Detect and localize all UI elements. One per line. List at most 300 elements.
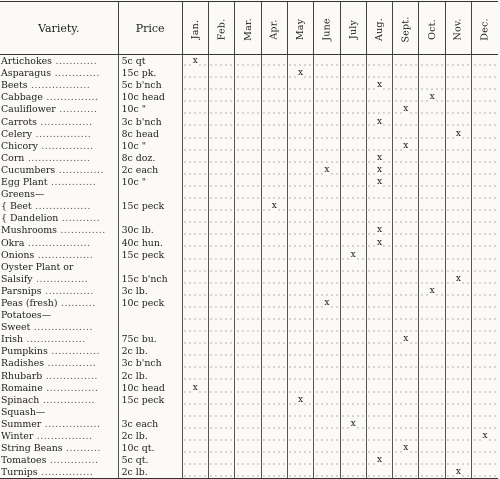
month-cell (366, 200, 392, 212)
month-cell (340, 454, 366, 466)
month-cell (182, 128, 208, 140)
month-cell (445, 103, 471, 115)
month-cell (182, 236, 208, 248)
dot-leader: .............. (41, 285, 94, 297)
month-cell (340, 55, 366, 68)
table-row (0, 115, 498, 127)
month-cell (366, 333, 392, 345)
month-cell (314, 309, 340, 321)
variety-name: Spinach (1, 394, 40, 406)
price-cell: 8c doz. (118, 152, 182, 164)
table-row (0, 103, 498, 115)
table-row (0, 309, 498, 321)
month-cell (314, 394, 340, 406)
price-cell: 2c lb. (118, 430, 182, 442)
month-cell (208, 91, 234, 103)
dot-leader: ................ (33, 431, 93, 442)
month-cell (208, 273, 234, 285)
variety-cell (0, 140, 118, 152)
month-cell (340, 261, 366, 273)
month-cell (472, 454, 498, 466)
month-cell (261, 55, 287, 68)
price-cell: 5c qt (118, 55, 182, 68)
month-cell (472, 285, 498, 297)
variety-cell (0, 200, 118, 212)
variety-cell (0, 236, 118, 248)
season-mark: x (403, 443, 409, 454)
month-cell (340, 140, 366, 152)
month-cell (261, 152, 287, 164)
month-cell (314, 188, 340, 200)
variety-name: Cabbage (1, 92, 43, 104)
month-cell (314, 430, 340, 442)
month-cell (445, 236, 471, 248)
variety-name: Asparagus (1, 68, 52, 80)
month-cell (287, 128, 313, 140)
table-row (0, 357, 498, 369)
dot-leader: ............. (51, 68, 100, 80)
month-cell (261, 321, 287, 333)
month-cell (182, 357, 208, 369)
month-cell (366, 430, 392, 442)
month-cell (340, 430, 366, 442)
month-cell (419, 345, 445, 357)
month-cell (393, 128, 419, 140)
month-cell (445, 115, 471, 127)
month-cell (340, 357, 366, 369)
month-cell (287, 321, 313, 333)
month-cell (182, 200, 208, 212)
month-cell (472, 369, 498, 381)
month-cell (472, 382, 498, 394)
month-cell (182, 382, 208, 394)
dot-leader: .............. (46, 455, 99, 467)
month-cell (340, 200, 366, 212)
month-cell (314, 406, 340, 418)
month-cell (208, 79, 234, 91)
month-cell (235, 369, 261, 381)
month-cell (419, 406, 445, 418)
month-cell (419, 79, 445, 91)
month-cell (419, 273, 445, 285)
month-cell (261, 249, 287, 261)
month-cell (287, 466, 313, 479)
month-cell (472, 224, 498, 236)
month-cell (472, 200, 498, 212)
table-row (0, 176, 498, 188)
month-cell (287, 273, 313, 285)
month-cell (208, 394, 234, 406)
month-cell (182, 140, 208, 152)
month-cell (366, 115, 392, 127)
month-cell (445, 297, 471, 309)
season-mark: x (271, 201, 277, 212)
season-mark: x (376, 455, 383, 466)
variety-name: String Beans (1, 443, 63, 455)
month-cell (445, 224, 471, 236)
price-cell: 3c b'nch (118, 357, 182, 369)
month-header-label: Aug. (373, 17, 385, 41)
month-cell (314, 103, 340, 115)
season-mark: x (376, 164, 383, 175)
month-cell (314, 115, 340, 127)
month-cell (235, 273, 261, 285)
month-header-label: Apr. (268, 18, 280, 40)
dot-leader: ................ (31, 201, 91, 213)
month-cell (287, 67, 313, 79)
month-cell (419, 236, 445, 248)
season-mark: x (324, 164, 330, 175)
month-cell (419, 200, 445, 212)
price-cell: 15c peck (118, 249, 182, 261)
month-cell (445, 152, 471, 164)
season-mark: x (376, 152, 383, 163)
month-header (393, 2, 419, 55)
month-cell (287, 345, 313, 357)
month-cell (261, 200, 287, 212)
month-cell (445, 261, 471, 273)
variety-cell (0, 188, 118, 200)
month-cell (235, 55, 261, 68)
month-cell (419, 466, 445, 479)
month-cell (366, 285, 392, 297)
variety-cell (0, 297, 118, 309)
month-cell (287, 261, 313, 273)
month-cell (208, 309, 234, 321)
month-cell (472, 79, 498, 91)
month-cell (287, 164, 313, 176)
month-header-label: Feb. (216, 18, 228, 40)
variety-name: Radishes (1, 358, 45, 370)
table-row (0, 224, 498, 236)
month-cell (182, 164, 208, 176)
month-cell (208, 369, 234, 381)
month-cell (182, 224, 208, 236)
month-header (208, 2, 234, 55)
dot-leader: ................. (23, 334, 86, 346)
month-cell (340, 406, 366, 418)
month-header-label: July (347, 19, 359, 39)
price-cell: 3c lb. (118, 285, 182, 297)
month-cell (287, 418, 313, 430)
variety-cell (0, 273, 118, 285)
month-cell (340, 103, 366, 115)
variety-cell (0, 345, 118, 357)
month-cell (393, 382, 419, 394)
month-cell (393, 406, 419, 418)
variety-cell (0, 285, 118, 297)
dot-leader: .......... (57, 297, 96, 309)
dot-leader: ................. (27, 80, 91, 92)
table-row (0, 442, 498, 454)
month-cell (182, 442, 208, 454)
month-cell (314, 261, 340, 273)
month-cell (366, 224, 392, 236)
month-cell (419, 394, 445, 406)
month-cell (287, 297, 313, 309)
month-cell (445, 394, 471, 406)
dot-leader: ................ (32, 128, 92, 140)
month-cell (314, 297, 340, 309)
table-row (0, 91, 498, 103)
month-cell (340, 176, 366, 188)
month-cell (445, 454, 471, 466)
month-cell (445, 382, 471, 394)
variety-cell (0, 321, 118, 333)
variety-name: Chicory (1, 140, 38, 152)
month-cell (261, 212, 287, 224)
table-row (0, 273, 498, 285)
variety-name: Rhubarb (1, 370, 43, 382)
month-cell (472, 91, 498, 103)
month-cell (445, 79, 471, 91)
variety-cell (0, 406, 118, 418)
month-cell (287, 442, 313, 454)
month-cell (393, 273, 419, 285)
dot-leader: ............... (37, 140, 94, 152)
month-cell (314, 91, 340, 103)
price-cell (118, 212, 182, 224)
month-cell (208, 345, 234, 357)
month-cell (393, 79, 419, 91)
variety-name: Beets (1, 80, 28, 92)
month-cell (366, 406, 392, 418)
month-cell (287, 79, 313, 91)
month-cell (445, 140, 471, 152)
month-cell (393, 309, 419, 321)
month-cell (182, 91, 208, 103)
month-cell (340, 333, 366, 345)
dot-leader: ............... (42, 92, 99, 104)
season-mark: x (192, 382, 198, 393)
month-cell (287, 394, 313, 406)
table-row (0, 285, 498, 297)
month-cell (235, 164, 261, 176)
month-cell (366, 249, 392, 261)
month-cell (445, 164, 471, 176)
variety-cell (0, 430, 118, 442)
dot-leader: ............... (42, 370, 98, 382)
month-cell (393, 430, 419, 442)
month-cell (208, 321, 234, 333)
month-cell (419, 188, 445, 200)
month-cell (393, 345, 419, 357)
month-cell (261, 382, 287, 394)
month-cell (287, 369, 313, 381)
dot-leader: ............... (37, 467, 94, 479)
month-cell (472, 273, 498, 285)
variety-cell (0, 55, 118, 68)
month-cell (314, 55, 340, 68)
month-cell (472, 357, 498, 369)
month-cell (182, 369, 208, 381)
month-cell (393, 394, 419, 406)
month-cell (393, 285, 419, 297)
price-cell: 10c head (118, 382, 182, 394)
month-cell (340, 369, 366, 381)
month-cell (235, 176, 261, 188)
month-cell (261, 406, 287, 418)
month-cell (445, 55, 471, 68)
month-cell (182, 394, 208, 406)
month-cell (366, 418, 392, 430)
month-cell (208, 418, 234, 430)
season-mark: x (376, 116, 383, 127)
month-cell (445, 321, 471, 333)
month-cell (340, 442, 366, 454)
variety-cell (0, 454, 118, 466)
month-cell (445, 357, 471, 369)
month-cell (419, 261, 445, 273)
month-cell (261, 140, 287, 152)
month-cell (208, 115, 234, 127)
month-cell (287, 285, 313, 297)
variety-header: Variety. (0, 2, 118, 55)
month-cell (393, 333, 419, 345)
month-cell (287, 212, 313, 224)
month-cell (393, 224, 419, 236)
table-row (0, 454, 498, 466)
month-cell (208, 285, 234, 297)
price-cell: 10c head (118, 91, 182, 103)
month-cell (314, 176, 340, 188)
price-cell: 15c peck (118, 200, 182, 212)
month-cell (393, 466, 419, 479)
month-cell (445, 176, 471, 188)
month-cell (235, 140, 261, 152)
month-cell (419, 430, 445, 442)
month-cell (366, 164, 392, 176)
month-cell (235, 321, 261, 333)
price-cell: 2c lb. (118, 345, 182, 357)
month-cell (182, 152, 208, 164)
month-cell (182, 55, 208, 68)
month-cell (366, 188, 392, 200)
month-cell (235, 309, 261, 321)
month-cell (182, 309, 208, 321)
dot-leader: .............. (44, 358, 97, 370)
month-cell (393, 55, 419, 68)
month-cell (261, 128, 287, 140)
season-mark: x (350, 249, 356, 260)
month-cell (287, 200, 313, 212)
month-cell (314, 152, 340, 164)
month-cell (314, 369, 340, 381)
month-cell (287, 382, 313, 394)
month-cell (445, 128, 471, 140)
month-cell (340, 394, 366, 406)
month-cell (235, 236, 261, 248)
month-cell (472, 55, 498, 68)
dot-leader: ................ (41, 418, 101, 430)
month-cell (472, 261, 498, 273)
month-cell (314, 333, 340, 345)
table-row (0, 152, 498, 164)
price-cell: 15c b'nch (118, 273, 182, 285)
month-cell (208, 430, 234, 442)
month-cell (472, 394, 498, 406)
month-cell (287, 152, 313, 164)
month-cell (393, 321, 419, 333)
table-row (0, 406, 498, 418)
month-cell (366, 128, 392, 140)
month-cell (314, 249, 340, 261)
variety-cell (0, 466, 118, 479)
month-cell (340, 345, 366, 357)
month-cell (340, 297, 366, 309)
month-cell (340, 285, 366, 297)
table-row (0, 261, 498, 273)
month-cell (340, 188, 366, 200)
month-cell (208, 188, 234, 200)
variety-cell (0, 261, 118, 273)
month-cell (366, 103, 392, 115)
price-cell: 10c " (118, 140, 182, 152)
month-cell (208, 103, 234, 115)
table-row (0, 79, 498, 91)
month-cell (472, 115, 498, 127)
month-cell (366, 297, 392, 309)
month-cell (393, 357, 419, 369)
variety-name: Irish (1, 334, 24, 346)
month-header (235, 2, 261, 55)
month-cell (340, 321, 366, 333)
variety-cell (0, 333, 118, 345)
month-cell (366, 212, 392, 224)
month-cell (261, 418, 287, 430)
variety-cell (0, 103, 118, 115)
price-cell: 2c lb. (118, 369, 182, 381)
month-cell (235, 454, 261, 466)
month-cell (472, 67, 498, 79)
month-cell (235, 249, 261, 261)
month-header (445, 2, 471, 55)
dot-leader: .................. (24, 152, 91, 164)
month-cell (366, 309, 392, 321)
month-cell (419, 115, 445, 127)
season-mark: x (403, 334, 409, 345)
month-cell (235, 224, 261, 236)
month-cell (314, 357, 340, 369)
month-cell (208, 357, 234, 369)
variety-name: Cucumbers (1, 164, 56, 176)
month-cell (261, 357, 287, 369)
month-cell (366, 55, 392, 68)
price-cell: 40c hun. (118, 236, 182, 248)
variety-cell (0, 309, 118, 321)
month-cell (393, 67, 419, 79)
month-cell (261, 236, 287, 248)
variety-cell (0, 224, 118, 236)
month-cell (287, 176, 313, 188)
month-cell (366, 273, 392, 285)
month-cell (287, 309, 313, 321)
season-mark: x (376, 80, 383, 91)
month-cell (445, 430, 471, 442)
table-row (0, 333, 498, 345)
month-cell (182, 345, 208, 357)
variety-name: { Beet (1, 201, 32, 213)
month-cell (314, 321, 340, 333)
month-cell (182, 430, 208, 442)
month-cell (314, 79, 340, 91)
month-cell (261, 430, 287, 442)
month-cell (419, 224, 445, 236)
table-row (0, 466, 498, 479)
month-cell (261, 345, 287, 357)
month-cell (445, 249, 471, 261)
month-cell (419, 152, 445, 164)
